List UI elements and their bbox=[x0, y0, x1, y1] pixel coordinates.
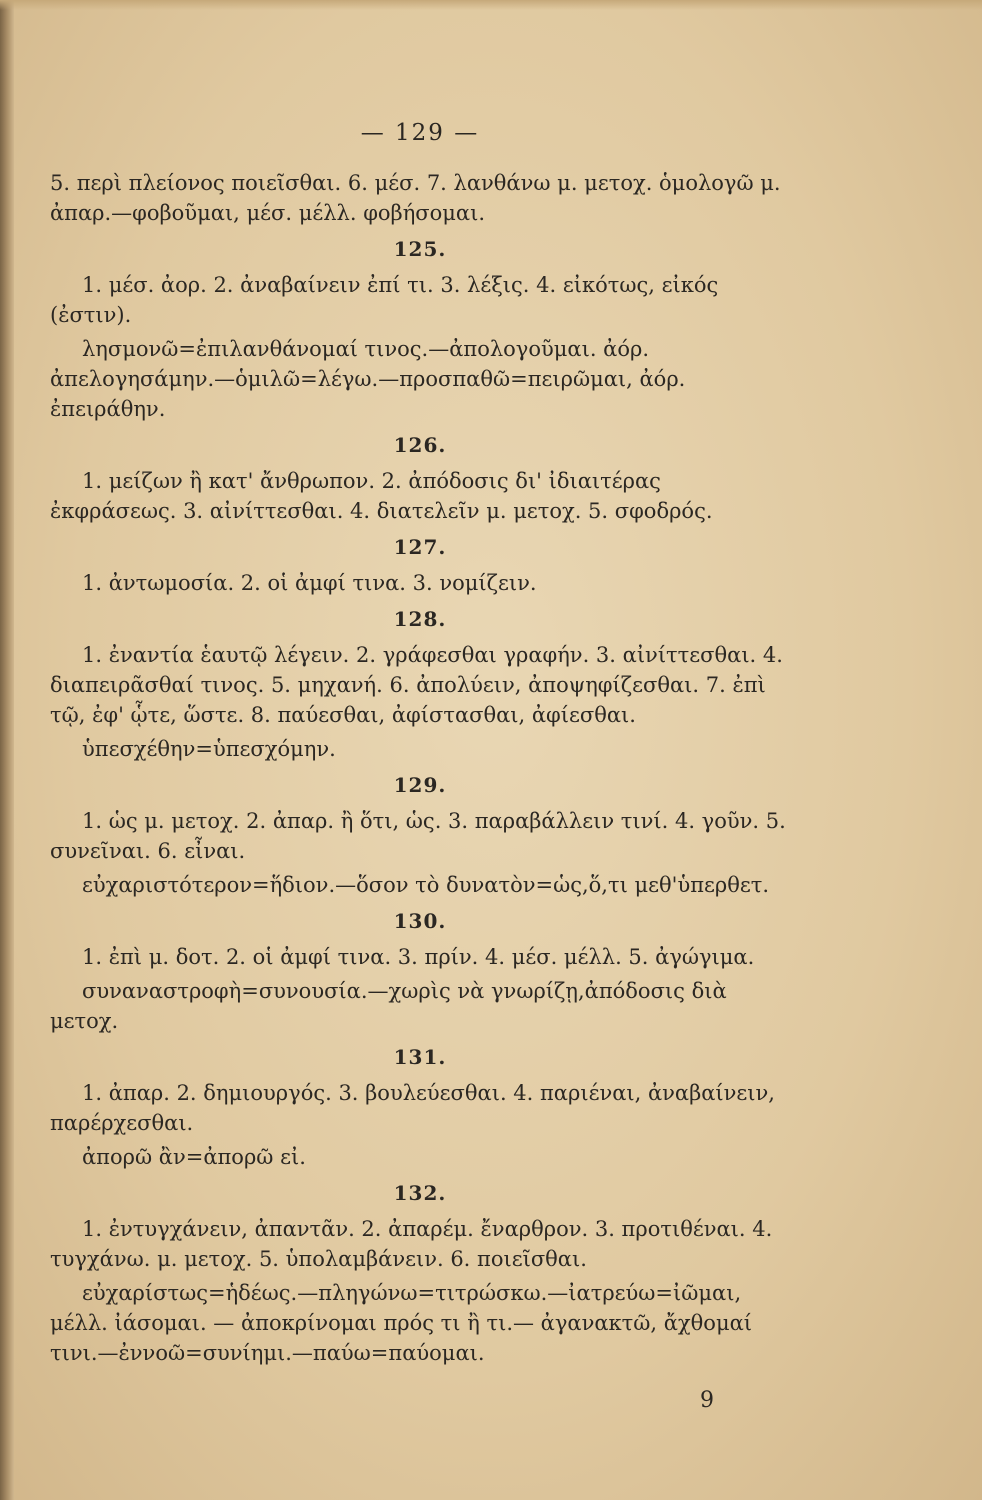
paragraph: 5. περὶ πλείονος ποιεῖσθαι. 6. μέσ. 7. λανθάνω μ. μετοχ. ὁμολογῶ μ. ἀπαρ.—φοβοῦμαι, μέσ. μέλλ. φοβήσομαι. bbox=[50, 171, 781, 225]
paragraph: ὑπεσχέθην=ὑπεσχόμην. bbox=[82, 737, 336, 761]
signature-mark: 9 bbox=[700, 1388, 714, 1413]
paragraph: λησμονῶ=ἐπιλανθάνομαί τινος.—ἀπολογοῦμαι. ἀόρ. ἀπελογησάμην.—ὁμιλῶ=λέγω.—προσπαθῶ=πειρῶμαι, ἀόρ. ἐπειράθην. bbox=[50, 337, 686, 421]
section-heading: 127. bbox=[393, 535, 447, 559]
book-gutter bbox=[0, 0, 14, 1500]
section-heading: 130. bbox=[393, 909, 447, 933]
paragraph: 1. μείζων ἢ κατ' ἄνθρωπον. 2. ἀπόδοσις δι' ἰδιαιτέρας ἐκφράσεως. 3. αἰνίττεσθαι. 4. διατελεῖν μ. μετοχ. 5. σφοδρός. bbox=[50, 469, 713, 523]
paragraph: ἀπορῶ ἂν=ἀπορῶ εἰ. bbox=[82, 1145, 306, 1169]
paragraph: 1. ὡς μ. μετοχ. 2. ἀπαρ. ἢ ὅτι, ὡς. 3. παραβάλλειν τινί. 4. γοῦν. 5. συνεῖναι. 6. εἶναι. bbox=[50, 809, 786, 863]
page-top-edge bbox=[0, 0, 982, 10]
section-heading: 132. bbox=[393, 1181, 447, 1205]
paragraph: 1. ἐναντία ἑαυτῷ λέγειν. 2. γράφεσθαι γραφήν. 3. αἰνίττεσθαι. 4. διαπειρᾶσθαί τινος. 5. μηχανή. 6. ἀπολύειν, ἀποψηφίζεσθαι. 7. ἐπὶ τῷ, ἐφ' ᾧτε, ὥστε. 8. παύεσθαι, ἀφίστασθαι, ἀφίεσθαι. bbox=[50, 643, 783, 727]
paragraph: συναναστροφὴ=συνουσία.—χωρὶς νὰ γνωρίζῃ,ἀπόδοσις διὰ μετοχ. bbox=[50, 979, 727, 1033]
paragraph: 1. ἐντυγχάνειν, ἀπαντᾶν. 2. ἀπαρέμ. ἔναρθρον. 3. προτιθέναι. 4. τυγχάνω. μ. μετοχ. 5. ὑπολαμβάνειν. 6. ποιεῖσθαι. bbox=[50, 1217, 773, 1271]
page-text bbox=[50, 118, 790, 1372]
section-heading: 125. bbox=[393, 237, 447, 261]
paragraph: εὐχαρίστως=ἡδέως.—πληγώνω=τιτρώσκω.—ἰατρεύω=ἰῶμαι, μέλλ. ἰάσομαι. — ἀποκρίνομαι πρός τι ἢ τι.— ἀγανακτῶ, ἄχθομαί τινι.—ἐννοῶ=συνίημι.—παύω=παύομαι. bbox=[50, 1281, 753, 1365]
paragraph: εὐχαριστότερον=ἥδιον.—ὅσον τὸ δυνατὸν=ὡς,ὅ,τι μεθ'ὑπερθετ. bbox=[82, 873, 770, 897]
section-heading: 126. bbox=[393, 433, 447, 457]
section-heading: 128. bbox=[393, 607, 447, 631]
section-heading: 131. bbox=[393, 1045, 447, 1069]
page-number: — 129 — bbox=[360, 120, 480, 146]
paragraph: 1. μέσ. ἀορ. 2. ἀναβαίνειν ἐπί τι. 3. λέξις. 4. εἰκότως, εἰκός (ἐστιν). bbox=[50, 273, 719, 327]
paragraph: 1. ἀντωμοσία. 2. οἱ ἀμφί τινα. 3. νομίζειν. bbox=[82, 571, 537, 595]
paragraph: 1. ἀπαρ. 2. δημιουργός. 3. βουλεύεσθαι. 4. παριέναι, ἀναβαίνειν, παρέρχεσθαι. bbox=[50, 1081, 775, 1135]
paragraph: 1. ἐπὶ μ. δοτ. 2. οἱ ἀμφί τινα. 3. πρίν. 4. μέσ. μέλλ. 5. ἀγώγιμα. bbox=[82, 945, 755, 969]
section-heading: 129. bbox=[393, 773, 447, 797]
